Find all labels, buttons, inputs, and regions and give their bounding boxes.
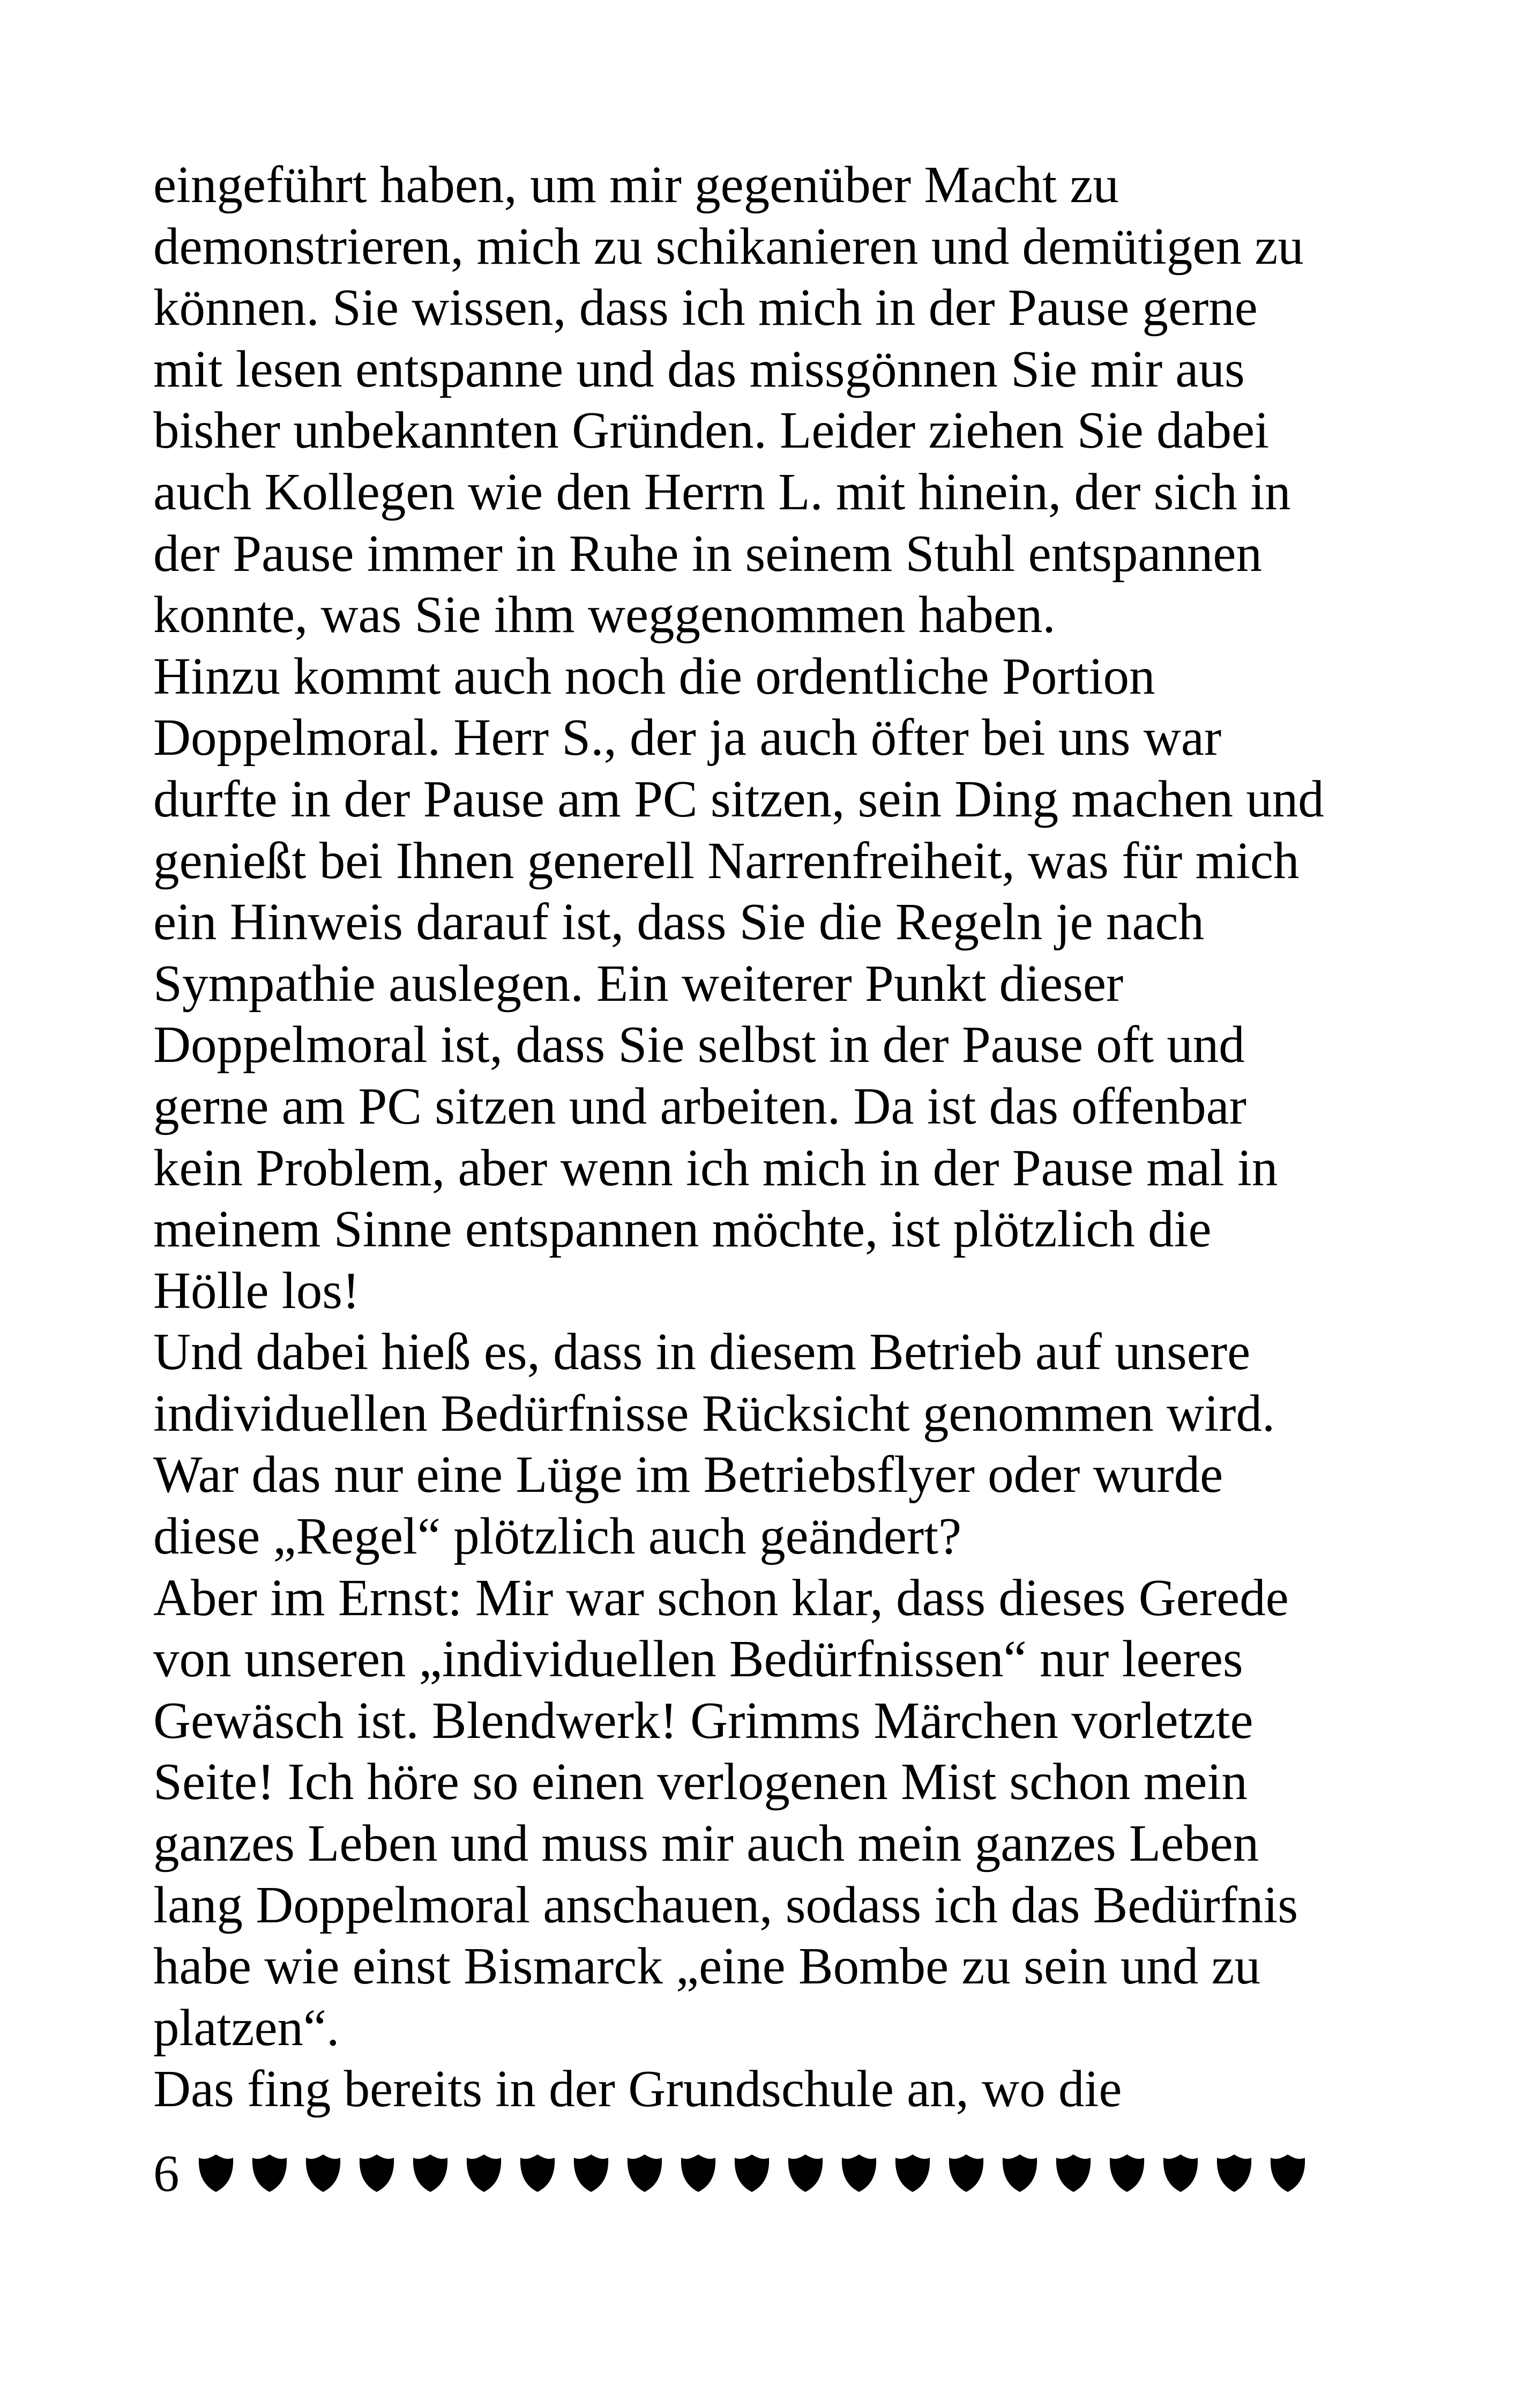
text-line: habe wie einst Bismarck „eine Bombe zu sein und zu (153, 1937, 1261, 1995)
text-line: Und dabei hieß es, dass in diesem Betrieb auf unsere (153, 1323, 1251, 1381)
text-line: Das fing bereits in der Grundschule an, wo die (153, 2060, 1122, 2118)
shield-icon (571, 2153, 611, 2194)
text-line: können. Sie wissen, dass ich mich in der Pause gerne (153, 279, 1258, 337)
decorative-shield-row (196, 2153, 1321, 2194)
text-line: Seite! Ich höre so einen verlogenen Mist schon mein (153, 1753, 1248, 1811)
text-line: der Pause immer in Ruhe in seinem Stuhl entspannen (153, 524, 1262, 582)
shield-icon (1267, 2153, 1308, 2194)
shield-icon (1107, 2153, 1147, 2194)
text-line: Gewäsch ist. Blendwerk! Grimms Märchen vorletzte (153, 1691, 1253, 1749)
shield-icon (892, 2153, 933, 2194)
text-line: genießt bei Ihnen generell Narrenfreiheit, was für mich (153, 831, 1300, 889)
text-line: diese „Regel“ plötzlich auch geändert? (153, 1507, 962, 1565)
shield-icon (464, 2153, 504, 2194)
text-line: lang Doppelmoral anschauen, sodass ich das Bedürfnis (153, 1876, 1298, 1934)
text-line: eingeführt haben, um mir gegenüber Macht zu (153, 156, 1119, 213)
text-line: War das nur eine Lüge im Betriebsflyer oder wurde (153, 1446, 1223, 1504)
shield-icon (1214, 2153, 1255, 2194)
text-line: demonstrieren, mich zu schikanieren und demütigen zu (153, 217, 1304, 275)
page-number: 6 (153, 2144, 180, 2202)
shield-icon (624, 2153, 665, 2194)
page-footer (153, 2141, 1321, 2205)
text-line: individuellen Bedürfnisse Rücksicht genommen wird. (153, 1384, 1275, 1442)
shield-icon (410, 2153, 451, 2194)
shield-icon (249, 2153, 290, 2194)
text-line: Aber im Ernst: Mir war schon klar, dass dieses Gerede (153, 1569, 1289, 1626)
shield-icon (1053, 2153, 1094, 2194)
text-line: von unseren „individuellen Bedürfnissen“ nur leeres (153, 1630, 1243, 1688)
text-line: konnte, was Sie ihm weggenommen haben. (153, 586, 1056, 644)
text-line: durfte in der Pause am PC sitzen, sein Ding machen und (153, 770, 1324, 828)
text-line: bisher unbekannten Gründen. Leider ziehen Sie dabei (153, 402, 1270, 459)
text-line: gerne am PC sitzen und arbeiten. Da ist das offenbar (153, 1077, 1246, 1135)
text-line: Doppelmoral ist, dass Sie selbst in der Pause oft und (153, 1016, 1245, 1074)
shield-icon (731, 2153, 772, 2194)
shield-icon (678, 2153, 719, 2194)
shield-icon (1160, 2153, 1201, 2194)
shield-icon (839, 2153, 879, 2194)
shield-icon (999, 2153, 1040, 2194)
text-line: auch Kollegen wie den Herrn L. mit hinein, der sich in (153, 463, 1291, 521)
text-line: ein Hinweis darauf ist, dass Sie die Regeln je nach (153, 893, 1205, 951)
body-text (153, 154, 1402, 2120)
text-line: Hinzu kommt auch noch die ordentliche Portion (153, 647, 1155, 705)
text-line: Sympathie auslegen. Ein weiterer Punkt dieser (153, 954, 1124, 1012)
shield-icon (303, 2153, 344, 2194)
text-line: meinem Sinne entspannen möchte, ist plötzlich die (153, 1200, 1212, 1258)
text-line: kein Problem, aber wenn ich mich in der Pause mal in (153, 1139, 1278, 1196)
text-line: mit lesen entspanne und das missgönnen Sie mir aus (153, 340, 1245, 398)
text-line: ganzes Leben und muss mir auch mein ganzes Leben (153, 1815, 1259, 1872)
text-line: platzen“. (153, 1998, 340, 2056)
shield-icon (196, 2153, 236, 2194)
text-line: Doppelmoral. Herr S., der ja auch öfter bei uns war (153, 709, 1222, 767)
text-line: Hölle los! (153, 1261, 360, 1319)
shield-icon (356, 2153, 397, 2194)
shield-icon (785, 2153, 826, 2194)
shield-icon (946, 2153, 987, 2194)
shield-icon (517, 2153, 558, 2194)
